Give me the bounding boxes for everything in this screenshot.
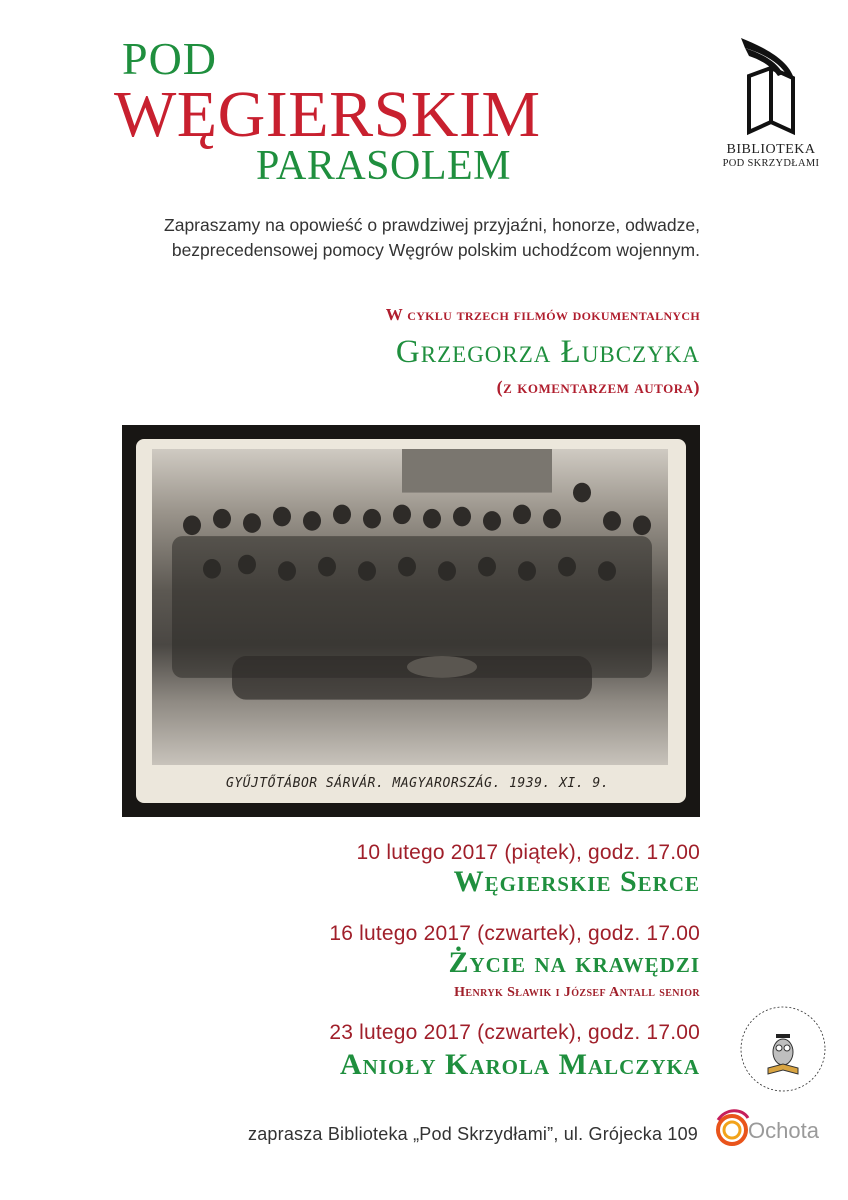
photo-image-area [152, 449, 668, 765]
ochota-logo-text: Ochota [748, 1118, 819, 1143]
library-logo [714, 36, 828, 176]
library-seal-logo [738, 1004, 828, 1094]
author-comment-note: (z komentarzem autora) [496, 377, 700, 397]
photo-paper [136, 439, 686, 803]
screening-2-title: Życie na krawędzi [448, 946, 700, 979]
soldiers-group-illustration [152, 449, 668, 765]
cycle-heading: W cyklu trzech filmów dokumentalnych [385, 305, 700, 324]
screening-2-date: 16 lutego 2017 (czwartek), godz. 17.00 [329, 922, 700, 945]
owl-book-icon [738, 1004, 828, 1094]
photo-caption: GYŰJTŐTÁBOR SÁRVÁR. MAGYARORSZÁG. 1939. XI. 9. [226, 776, 610, 791]
title-line-2: WĘGIERSKIM [114, 78, 541, 151]
title-line-3: PARASOLEM [256, 143, 512, 189]
historic-photo [122, 425, 700, 817]
intro-text: Zapraszamy na opowieść o prawdziwej przyjaźni, honorze, odwadze, bezprecedensowej pomocy Węgrów polskim uchodźcom wojennym. [164, 215, 700, 260]
library-name: BIBLIOTEKA [726, 142, 816, 157]
screening-2-subtitle: Henryk Sławik i József Antall senior [454, 985, 700, 1000]
footer-invitation: zaprasza Biblioteka „Pod Skrzydłami”, ul. Grójecka 109 [248, 1124, 698, 1144]
screening-1-date: 10 lutego 2017 (piątek), godz. 17.00 [356, 841, 700, 864]
screening-3-title: Anioły Karola Malczyka [339, 1048, 700, 1081]
screening-1-title: Węgierskie Serce [453, 865, 700, 898]
title-line-1: POD [122, 33, 218, 84]
ochota-logo [712, 1104, 834, 1148]
wing-book-icon [731, 36, 811, 136]
screening-3-date: 23 lutego 2017 (czwartek), godz. 17.00 [329, 1021, 700, 1044]
author-name: Grzegorza Łubczyka [395, 334, 700, 370]
library-subname: POD SKRZYDŁAMI [722, 158, 820, 169]
